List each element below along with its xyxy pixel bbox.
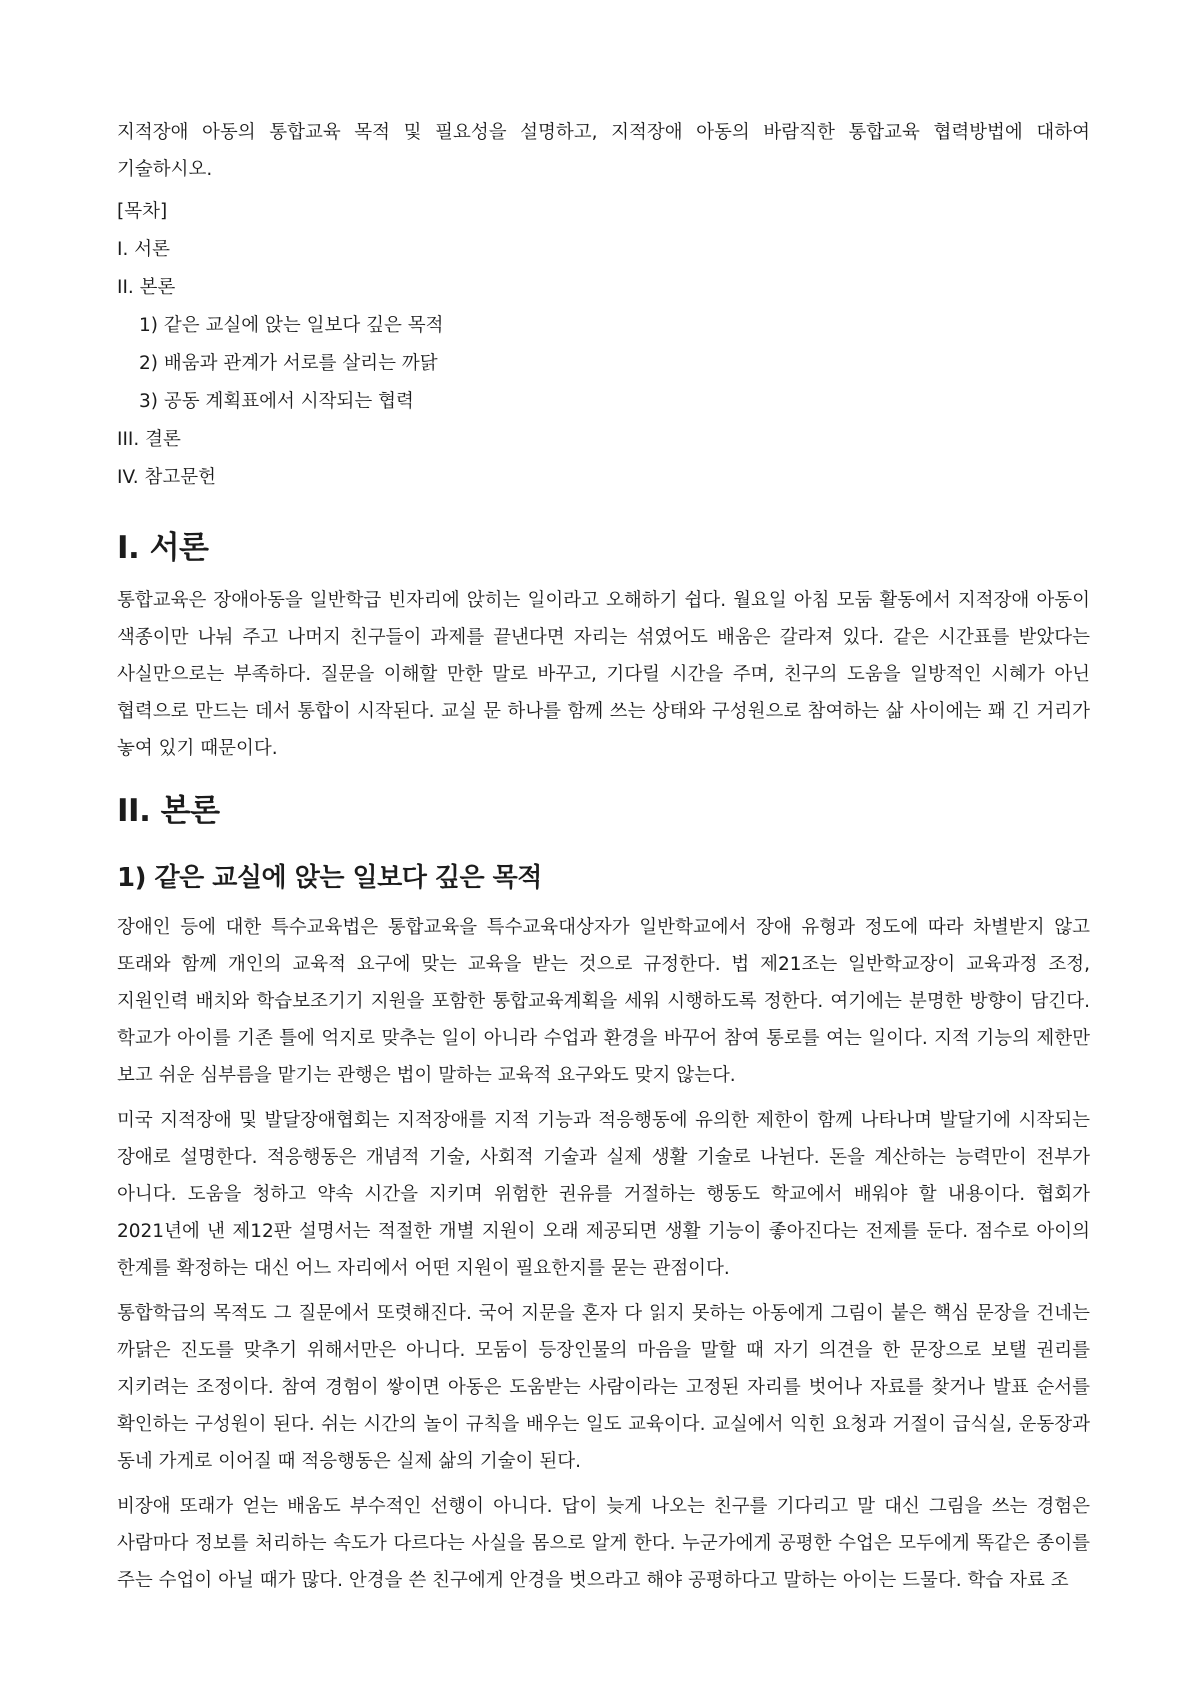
- toc-item: IV. 참고문헌: [117, 467, 216, 488]
- body-paragraph: 장애인 등에 대한 특수교육법은 통합교육을 특수교육대상자가 일반학교에서 장애 유형과 정도에 따라 차별받지 않고 또래와 함께 개인의 교육적 요구에 맞는 교육을 받는 것으로 규정한다. 법 제21조는 일반학교장이 교육과정 조정, 지원인력 배치와 학습보조기기 지원을 포함한 통합교육계획을 세워 시행하도록 정한다. 여기에는 분명한 방향이 담긴다. 학교가 아이를 기존 틀에 억지로 맞추는 일이 아니라 수업과 환경을 바꾸어 참여 통로를 여는 일이다. 지적 기능의 제한만 보고 쉬운 심부름을 맡기는 관행은 법이 말하는 교육적 요구와도 맞지 않는다.: [117, 917, 1090, 1086]
- table-of-contents: [117, 200, 1090, 504]
- intro-paragraph: 통합교육은 장애아동을 일반학급 빈자리에 앉히는 일이라고 오해하기 쉽다. 월요일 아침 모둠 활동에서 지적장애 아동이 색종이만 나눠 주고 나머지 친구들이 과제를 끝낸다면 자리는 섞였어도 배움은 갈라져 있다. 같은 시간표를 받았다는 사실만으로는 부족하다. 질문을 이해할 만한 말로 바꾸고, 기다릴 시간을 주며, 친구의 도움을 일방적인 시혜가 아닌 협력으로 만드는 데서 통합이 시작된다. 교실 문 하나를 함께 쓰는 상태와 구성원으로 참여하는 삶 사이에는 꽤 긴 거리가 놓여 있기 때문이다.: [117, 590, 1090, 759]
- question-prompt: 지적장애 아동의 통합교육 목적 및 필요성을 설명하고, 지적장애 아동의 바람직한 통합교육 협력방법에 대하여 기술하시오.: [117, 122, 1090, 180]
- toc-subitem: 3) 공동 계획표에서 시작되는 협력: [139, 391, 414, 412]
- toc-title: [목차]: [117, 201, 168, 222]
- body-heading: II. 본론: [117, 793, 220, 829]
- body-paragraph: 통합학급의 목적도 그 질문에서 또렷해진다. 국어 지문을 혼자 다 읽지 못하는 아동에게 그림이 붙은 핵심 문장을 건네는 까닭은 진도를 맞추기 위해서만은 아니다. 모둠이 등장인물의 마음을 말할 때 자기 의견을 한 문장으로 보탤 권리를 지키려는 조정이다. 참여 경험이 쌓이면 아동은 도움받는 사람이라는 고정된 자리를 벗어나 자료를 찾거나 발표 순서를 확인하는 구성원이 된다. 쉬는 시간의 놀이 규칙을 배우는 일도 교육이다. 교실에서 익힌 요청과 거절이 급식실, 운동장과 동네 가게로 이어질 때 적응행동은 실제 삶의 기술이 된다.: [117, 1303, 1090, 1472]
- toc-item: II. 본론: [117, 277, 176, 298]
- body-paragraph: 미국 지적장애 및 발달장애협회는 지적장애를 지적 기능과 적응행동에 유의한 제한이 함께 나타나며 발달기에 시작되는 장애로 설명한다. 적응행동은 개념적 기술, 사회적 기술과 실제 생활 기술로 나뉜다. 돈을 계산하는 능력만이 전부가 아니다. 도움을 청하고 약속 시간을 지키며 위험한 권유를 거절하는 행동도 학교에서 배워야 할 내용이다. 협회가 2021년에 낸 제12판 설명서는 적절한 개별 지원이 오래 제공되면 생활 기능이 좋아진다는 전제를 둔다. 점수로 아이의 한계를 확정하는 대신 어느 자리에서 어떤 지원이 필요한지를 묻는 관점이다.: [117, 1110, 1090, 1279]
- body-paragraph: 비장애 또래가 얻는 배움도 부수적인 선행이 아니다. 답이 늦게 나오는 친구를 기다리고 말 대신 그림을 쓰는 경험은 사람마다 정보를 처리하는 속도가 다르다는 사실을 몸으로 알게 한다. 누군가에게 공평한 수업은 모두에게 똑같은 종이를 주는 수업이 아닐 때가 많다. 안경을 쓴 친구에게 안경을 벗으라고 해야 공평하다고 말하는 아이는 드물다. 학습 자료 조: [117, 1496, 1090, 1591]
- toc-subitem: 2) 배움과 관계가 서로를 살리는 까닭: [139, 353, 438, 374]
- subsection-heading: 1) 같은 교실에 앉는 일보다 깊은 목적: [117, 863, 542, 893]
- intro-heading: I. 서론: [117, 530, 209, 566]
- toc-subitem: 1) 같은 교실에 앉는 일보다 깊은 목적: [139, 315, 444, 336]
- toc-item: III. 결론: [117, 429, 181, 450]
- toc-item: I. 서론: [117, 239, 170, 260]
